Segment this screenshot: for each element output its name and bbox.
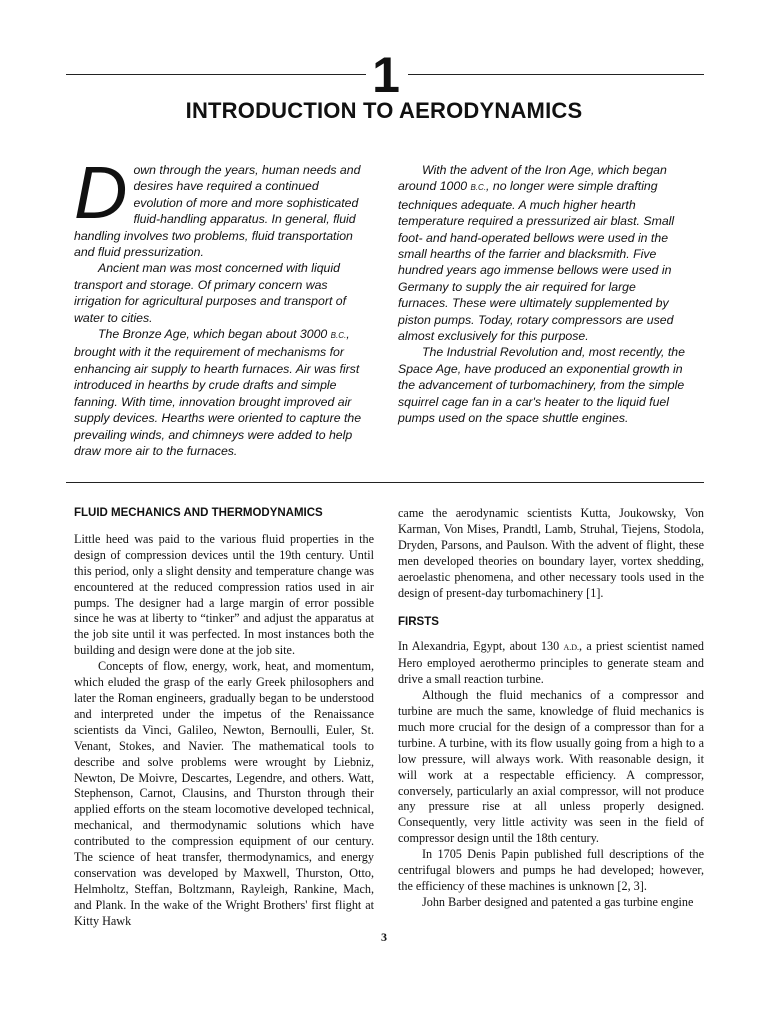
section-heading-fluid-mechanics: FLUID MECHANICS AND THERMODYNAMICS <box>74 507 323 519</box>
intro-paragraph: The Bronze Age, which began about 3000 B.C., brought with it the requirement of mechanisms for enhancing air supply to hearth furnaces. Air was first introduced in hearths by crude drafts and simple fanning. With time, innovation brought improved air supply devices. Hearths were oriented to capture the prevailing winds, and chimneys were added to help draw more air to the furnaces. <box>74 327 362 458</box>
chapter-rule-left <box>66 74 366 75</box>
body-right-column <box>398 506 704 911</box>
body-paragraph: John Barber designed and patented a gas turbine engine <box>422 894 694 909</box>
intro-paragraph: Down through the years, human needs and desires have required a continued evolution of more and more sophisticated fluid-handling apparatus. In general, fluid handling involves two problems, fluid transportation and fluid pressurization. <box>74 151 361 260</box>
section-heading-firsts: FIRSTS <box>398 616 439 629</box>
intro-paragraph: The Industrial Revolution and, most recently, the Space Age, have produced an exponential growth in the advancement of turbomachinery, from the simple squirrel cage fan in a car's heater to the liquid fuel pumps used on the space shuttle engines. <box>398 345 685 426</box>
body-left-column <box>74 506 374 930</box>
chapter-rule-right <box>408 74 704 75</box>
intro-right-column <box>398 162 686 427</box>
body-paragraph: In Alexandria, Egypt, about 130 A.D., a priest scientist named Hero employed aerothermo principles to generate steam and drive a small reaction turbine. <box>398 639 704 687</box>
body-paragraph: In 1705 Denis Papin published full descriptions of the centrifugal blowers and pumps he had developed; however, the efficiency of these machines is unknown [2, 3]. <box>398 847 704 893</box>
page-number: 3 <box>381 930 387 944</box>
intro-left-column <box>74 151 370 459</box>
body-paragraph: Concepts of flow, energy, work, heat, and momentum, which eluded the grasp of the early Greek philosophers and later the Roman engineers, gradually began to be understood and interpreted under the impetus of the Renaissance scientists da Vinci, Galileo, Newton, Bernoulli, Euler, St. Venant, Stokes, and Navier. The mathematical tools to describe and solve problems were wrought by Liebniz, Newton, De Moivre, Descartes, Legendre, and others. Watt, Stephenson, Carnot, Clausins, and Thurston through their applied efforts on the steam locomotive developed technical, mechanical, and thermodynamic solutions which have contributed to the compression equipment of our century. The science of heat transfer, thermodynamics, and energy conservation was developed by Maxwell, Thurston, Otto, Helmholtz, Steffan, Boltzmann, Rayleigh, Rankine, Mach, and Plank. In the wake of the Wright Brothers' first flight at Kitty Hawk <box>74 659 374 928</box>
body-paragraph: came the aerodynamic scientists Kutta, Joukowsky, Von Karman, Von Mises, Prandtl, Lamb, Struhal, Tiejens, Stodola, Dryden, Parsons, and Paulson. With the advent of flight, these men developed theories on boundary layer, vortex shedding, aeroelastic phenomena, and other necessary tools used in the design of present-day turbomachinery [1]. <box>398 506 704 600</box>
body-paragraph: Although the fluid mechanics of a compressor and turbine are much the same, knowledge of fluid mechanics is much more crucial for the design of a compressor than for a turbine. A turbine, with its flow usually going from a high to a low pressure, will always work. With reasonable design, it will work at a respectable efficiency. A compressor, conversely, particularly an axial compressor, will not produce any pressure rise at all unless properly designed. Consequently, very little activity was seen in the field of compressor design until the 18th century. <box>398 688 704 846</box>
body-paragraph: Little heed was paid to the various fluid properties in the design of compression devices until the 19th century. Until this period, only a slight density and temperature change was encountered at the reduced compression ratios used in air pumps. The designer had a large margin of error possible since he was at liberty to “tinker” and adjust the apparatus at the job site until it was perfected. In most instances both the building and design were done at the job site. <box>74 531 374 658</box>
section-divider <box>66 482 704 483</box>
chapter-number: 1 <box>372 47 400 103</box>
drop-cap: D <box>74 151 128 234</box>
chapter-title: INTRODUCTION TO AERODYNAMICS <box>185 98 583 123</box>
intro-paragraph: With the advent of the Iron Age, which began around 1000 B.C., no longer were simple drafting techniques adequate. A much higher hearth temperature required a pressurized air blast. Small foot- and hand-operated bellows were used in the small hearths of the farrier and blacksmith. Five hundred years ago immense bellows were used in Germany to supply the air required for large furnaces. These were ultimately supplemented by piston pumps. Today, rotary compressors are used almost exclusively for this purpose. <box>398 163 675 344</box>
intro-paragraph: Ancient man was most concerned with liquid transport and storage. Of primary concern was irrigation for agricultural purposes and transport of water to cities. <box>74 261 347 325</box>
